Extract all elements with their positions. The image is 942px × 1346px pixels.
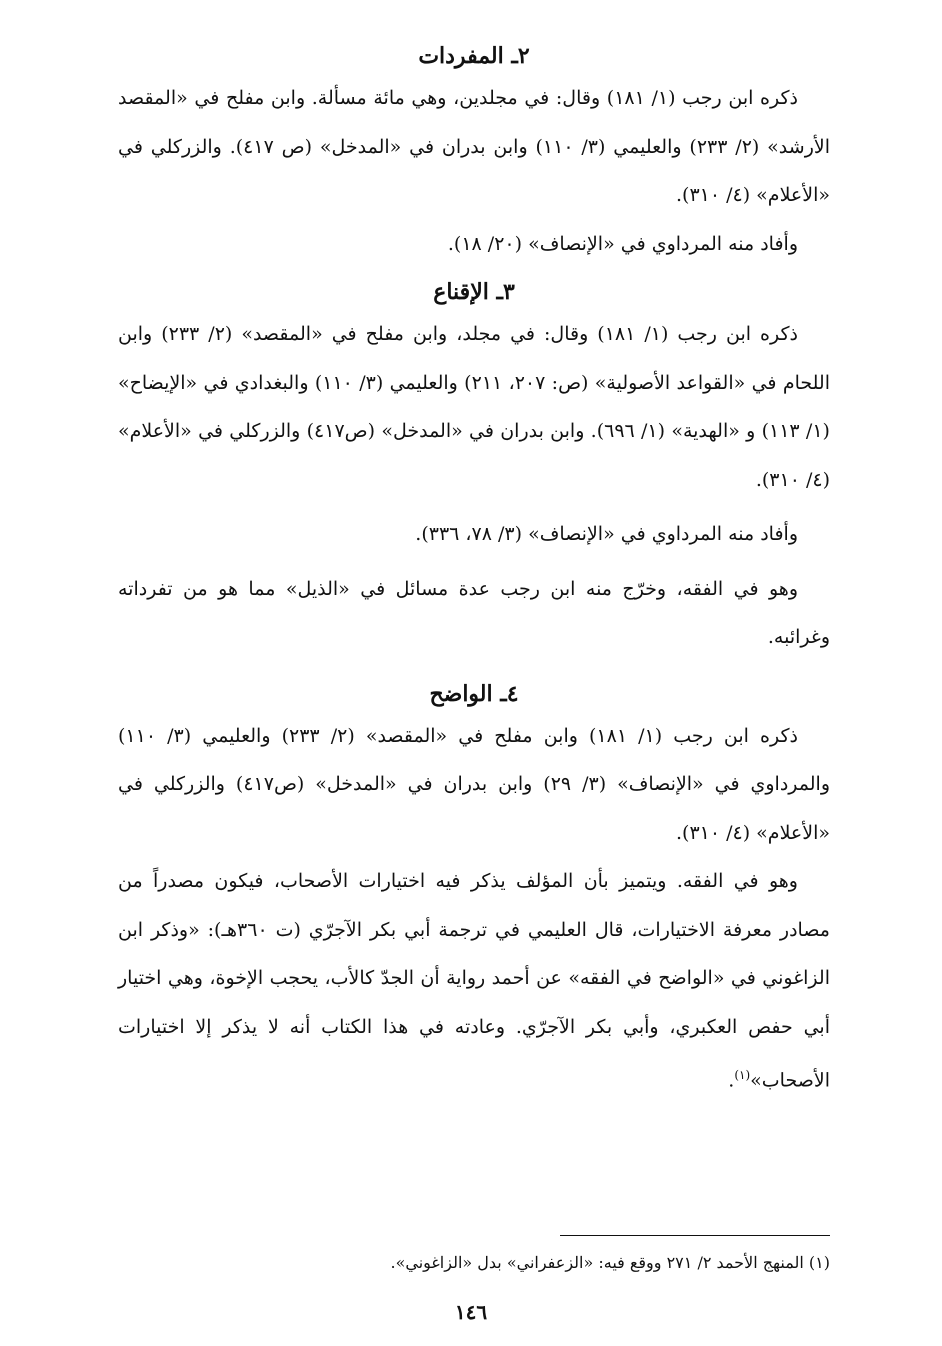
footnote-marker: (١) (734, 1068, 751, 1082)
section-heading-iqna: ٣ـ الإقناع (433, 279, 515, 305)
paragraph: وأفاد منه المرداوي في «الإنصاف» (٣/ ٧٨، ٣٣٦). (415, 523, 798, 545)
page-number: ١٤٦ (454, 1300, 488, 1324)
paragraph: وهو في الفقه، وخرّج منه ابن رجب عدة مسائل في «الذيل» مما هو من تفرداته وغرائبه. (118, 577, 830, 648)
paragraph-text: وهو في الفقه. ويتميز بأن المؤلف يذكر فيه اختيارات الأصحاب، فيكون مصدراً من مصادر معرفة الاختيارات، قال العليمي في ترجمة أبي بكر الآجرّي (ت ٣٦٠هـ): «وذكر ابن الزاغوني في «الواضح في الفقه» عن أحمد رواية أن الجدّ كالأب، يحجب الإخوة، وهي اختيار أبي حفص العكبري، وأبي بكر الآجرّي. وعادته في هذا الكتاب أنه لا يذكر إلا اختيارات الأصحاب» (118, 870, 830, 1092)
paragraph: ذكره ابن رجب (١/ ١٨١) وابن مفلح في «المقصد» (٢/ ٢٣٣) والعليمي (٣/ ١١٠) والمرداوي في «الإنصاف» (٣/ ٢٩) وابن بدران في «المدخل» (ص٤١٧) والزركلي في «الأعلام» (٤/ ٣١٠). (118, 724, 830, 844)
paragraph: وهو في الفقه. ويتميز بأن المؤلف يذكر فيه اختيارات الأصحاب، فيكون مصدراً من مصادر معرفة الاختيارات، قال العليمي في ترجمة أبي بكر الآجرّي (ت ٣٦٠هـ): «وذكر ابن الزاغوني في «الواضح في الفقه» عن أحمد رواية أن الجدّ كالأب، يحجب الإخوة، وهي اختيار أبي حفص العكبري، وأبي بكر الآجرّي. وعادته في هذا الكتاب أنه لا يذكر إلا اختيارات الأصحاب»$^{(١)}$. (118, 870, 830, 1092)
section-heading-mufradat: ٢ـ المفردات (418, 43, 530, 69)
paragraph: ذكره ابن رجب (١/ ١٨١) وقال: في مجلدين، وهي مائة مسألة. وابن مفلح في «المقصد الأرشد» (٢/ ٢٣٣) والعليمي (٣/ ١١٠) وابن بدران في «المدخل» (ص ٤١٧). والزركلي في «الأعلام» (٤/ ٣١٠). (118, 87, 830, 206)
section-heading-wadih: ٤ـ الواضح (429, 680, 519, 707)
paragraph: ذكره ابن رجب (١/ ١٨١) وقال: في مجلد، وابن مفلح في «المقصد» (٢/ ٢٣٣) وابن اللحام في «القواعد الأصولية» (ص: ٢٠٧، ٢١١) والعليمي (٣/ ١١٠) والبغدادي في «الإيضاح» (١/ ١١٣) و «الهدية» (١/ ٦٩٦). وابن بدران في «المدخل» (ص٤١٧) والزركلي في «الأعلام» (٤/ ٣١٠). (118, 323, 830, 491)
footnote-separator (560, 1235, 830, 1236)
footnote: (١) المنهج الأحمد ٢/ ٢٧١ ووقع فيه: «الزعفراني» بدل «الزاغوني». (390, 1253, 830, 1272)
paragraph: وأفاد منه المرداوي في «الإنصاف» (٢٠/ ١٨). (447, 232, 798, 255)
